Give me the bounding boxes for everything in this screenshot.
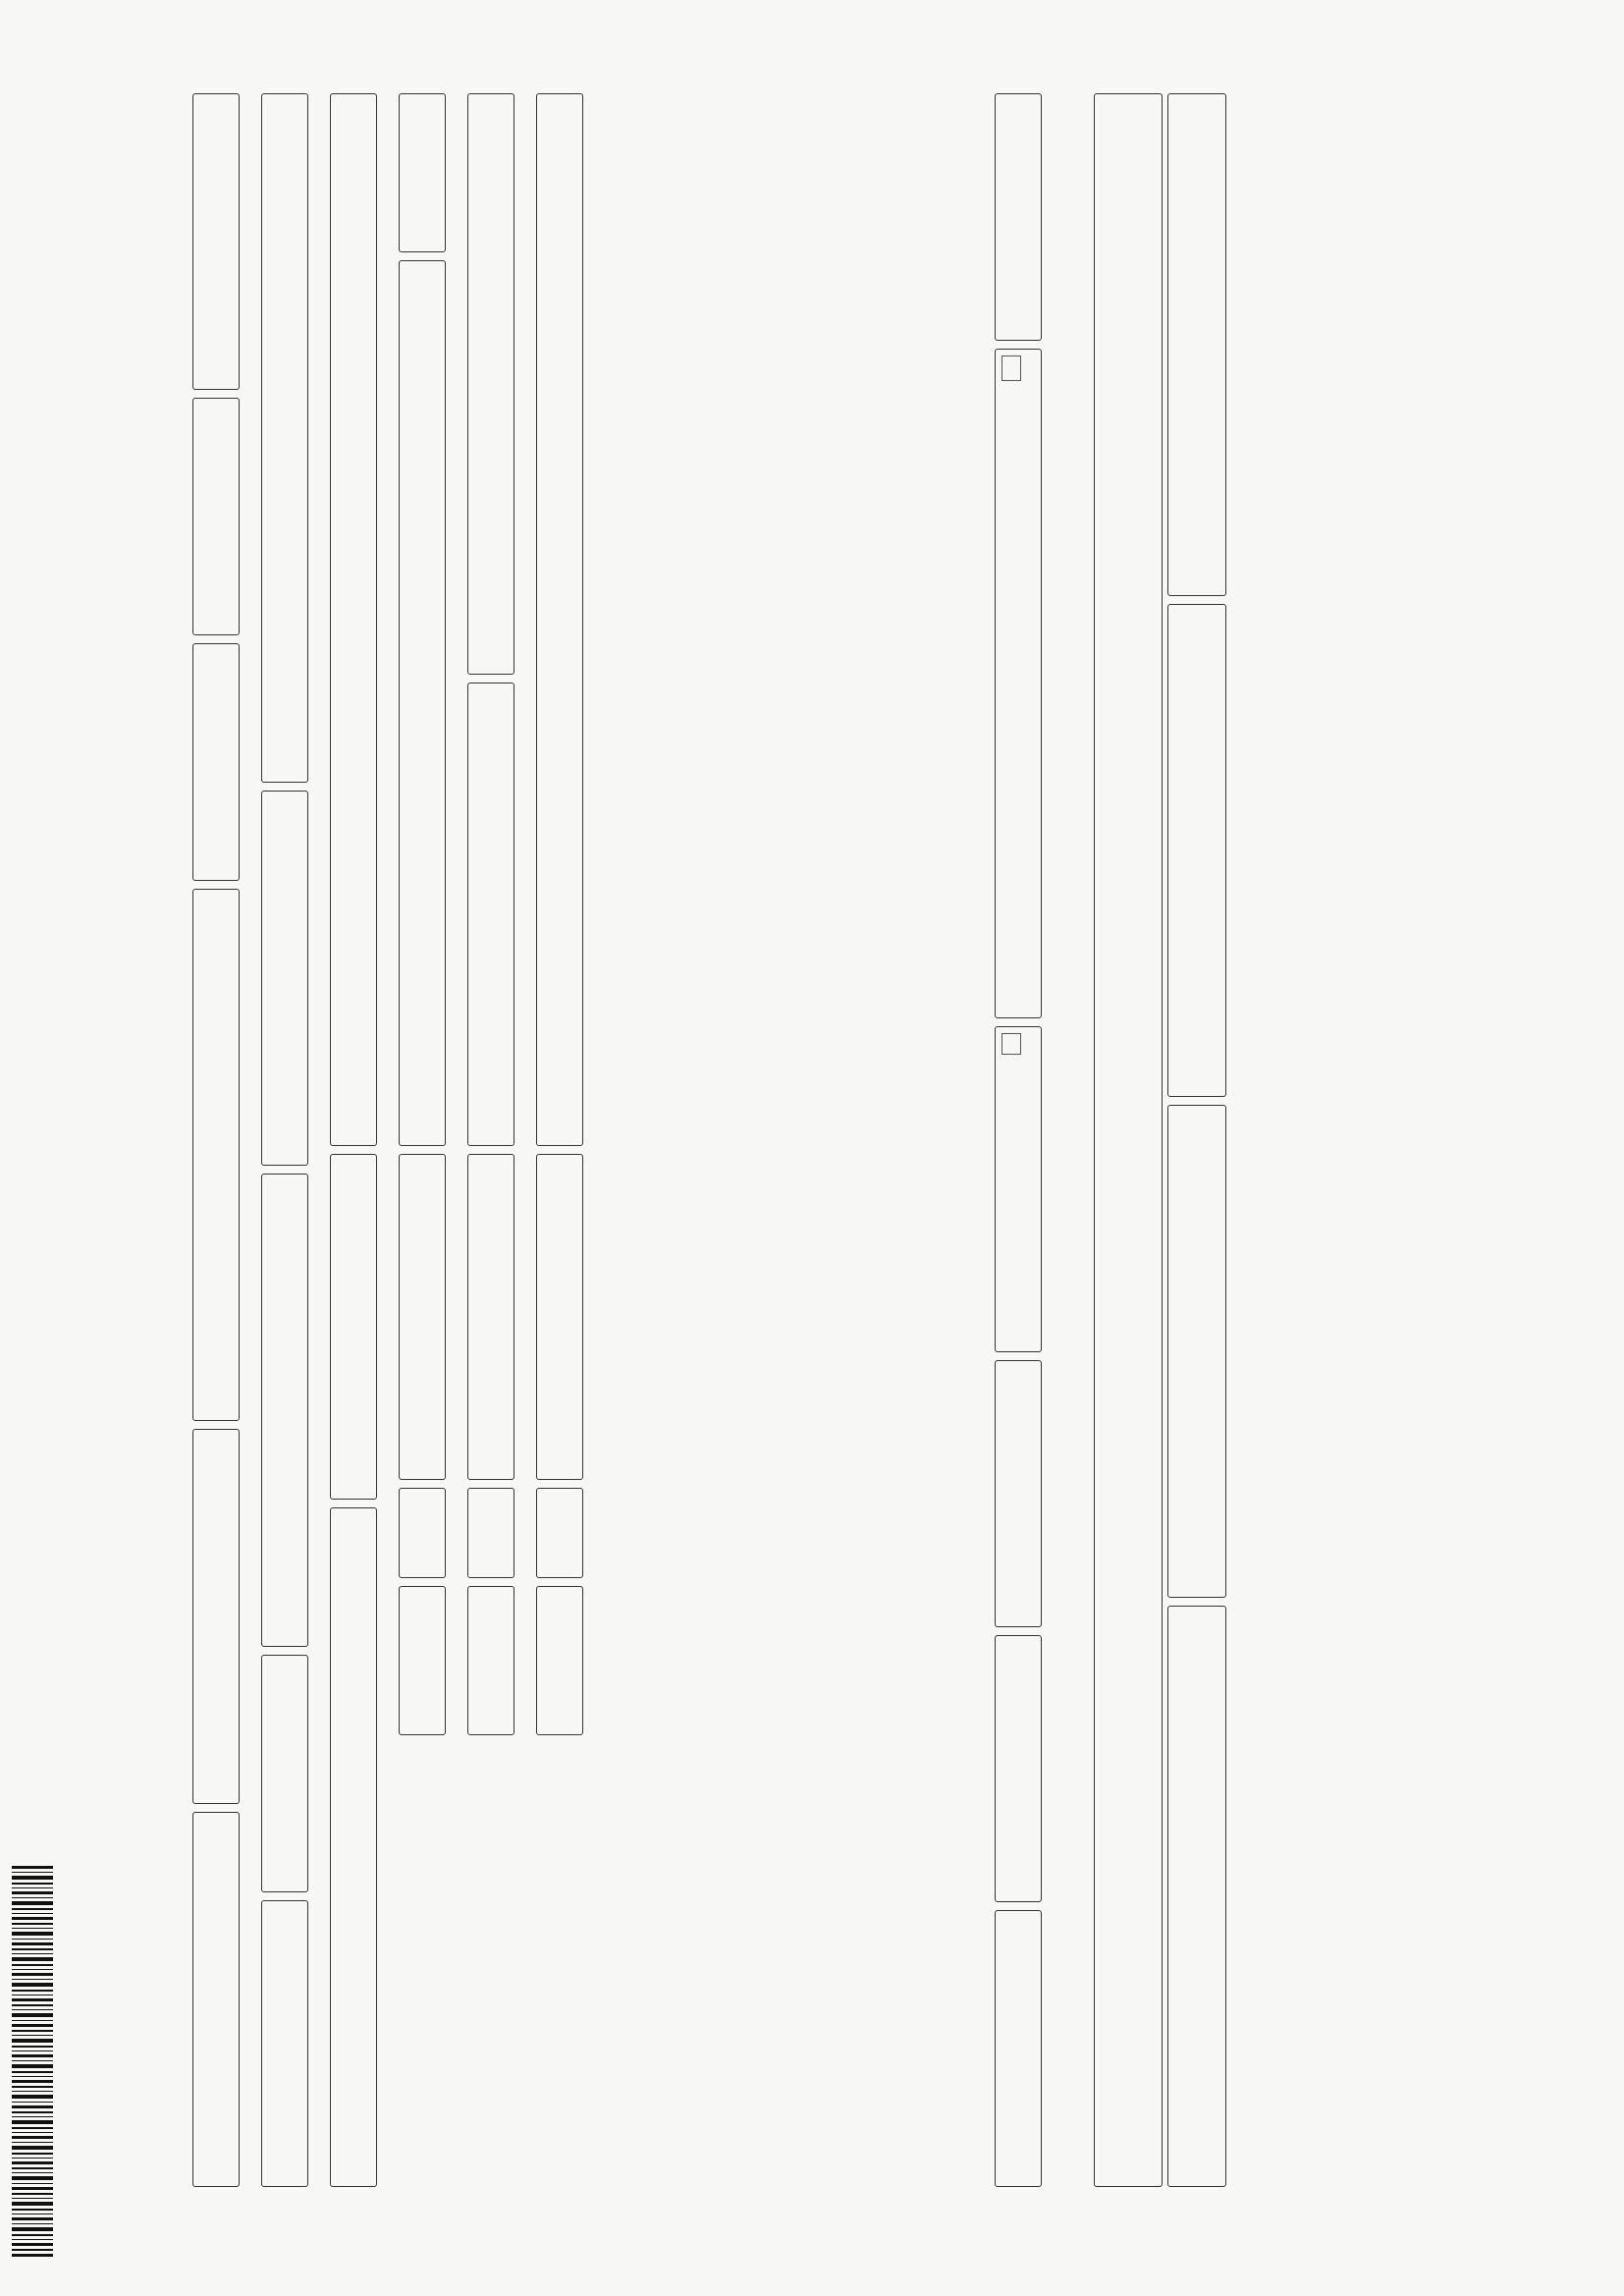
field-18-box xyxy=(399,1154,446,1480)
procedures-table-header xyxy=(602,93,618,2185)
field-9-box xyxy=(261,791,308,1166)
field-14-box xyxy=(330,1154,377,1500)
field-20-box xyxy=(399,1586,446,1735)
field-29-box xyxy=(536,1586,583,1735)
field-45-checkbox[interactable] xyxy=(1001,1033,1021,1055)
field-19-box xyxy=(399,1488,446,1578)
field-23-box xyxy=(467,1154,514,1480)
field-53-box xyxy=(1167,1606,1226,2187)
field-25-box xyxy=(467,1586,514,1735)
field-21-box xyxy=(467,93,514,675)
field-50-box xyxy=(1167,93,1226,596)
field-4-box xyxy=(192,643,240,881)
field-6-box xyxy=(192,1429,240,1804)
field-28-box xyxy=(536,1488,583,1578)
field-43-box xyxy=(995,93,1042,341)
field-10-box xyxy=(261,1174,308,1647)
field-24-box xyxy=(467,1488,514,1578)
field-47-box xyxy=(995,1635,1042,1902)
field-12-box xyxy=(261,1900,308,2187)
field-13-box xyxy=(330,93,377,1146)
field-44-box xyxy=(995,349,1042,1018)
field-11-box xyxy=(261,1655,308,1892)
field-1-box xyxy=(192,93,240,390)
field-46-box xyxy=(995,1360,1042,1627)
field-17-box xyxy=(399,260,446,1146)
field-15-box xyxy=(330,1507,377,2187)
field-26-box xyxy=(536,93,583,1146)
field-3-box xyxy=(192,398,240,635)
field-48-box xyxy=(995,1910,1042,2187)
field-5-box xyxy=(192,889,240,1421)
field-45-box xyxy=(995,1026,1042,1352)
field-22-box xyxy=(467,683,514,1146)
barcode xyxy=(12,1866,53,2259)
field-8-box xyxy=(261,93,308,783)
brand-logo xyxy=(78,93,176,427)
field-49-box xyxy=(1094,93,1163,2187)
field-51-box xyxy=(1167,604,1226,1097)
field-27-box xyxy=(536,1154,583,1480)
field-16-box xyxy=(399,93,446,252)
field-52-box xyxy=(1167,1105,1226,1598)
field-44-checkbox[interactable] xyxy=(1001,355,1021,381)
field-7-box xyxy=(192,1812,240,2187)
